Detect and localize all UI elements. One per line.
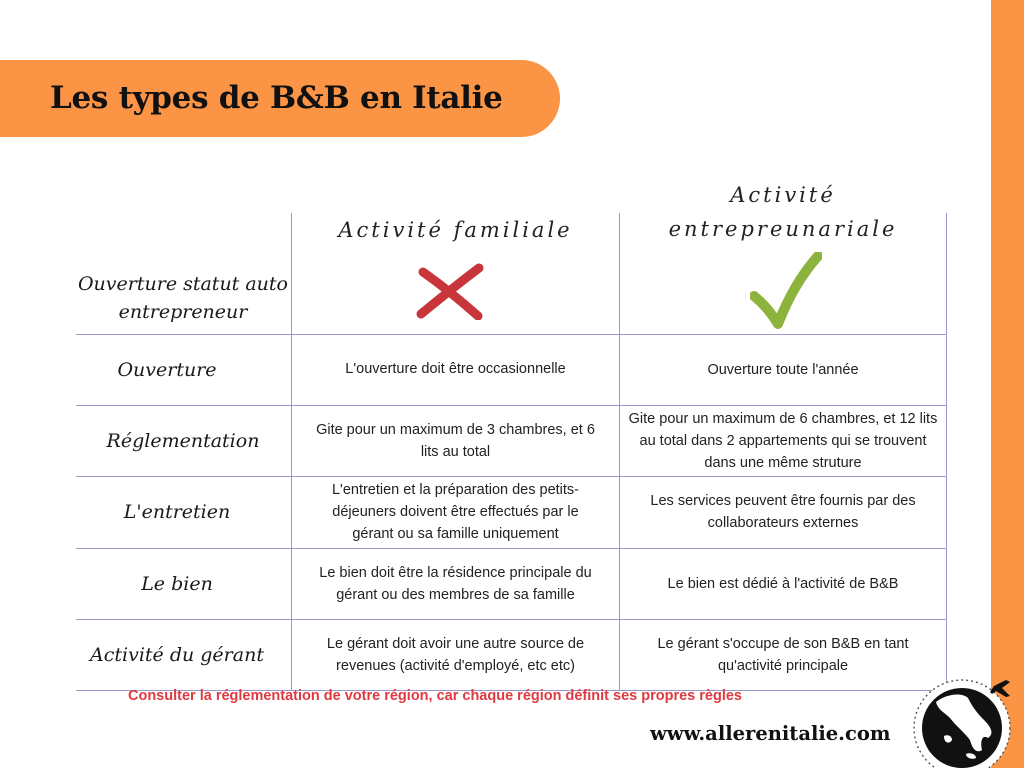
cell-text: Gite pour un maximum de 3 chambres, et 6 lits au total bbox=[316, 421, 595, 460]
row-label: Activité du gérant bbox=[90, 643, 264, 666]
cell-familiale bbox=[292, 334, 619, 405]
cell-text: L'ouverture doit être occasionnelle bbox=[345, 361, 566, 377]
cell-text: Ouverture toute l'année bbox=[707, 361, 859, 378]
cell-text: Le bien est dédié à l'activité de B&B bbox=[667, 575, 899, 592]
cell-entreprise bbox=[620, 334, 946, 405]
italy-globe-logo-icon bbox=[906, 672, 1018, 768]
right-accent-stripe bbox=[991, 0, 1024, 768]
cell-text: L'entretien et la préparation des petits-déjeuners doivent être effectués par le gérant ou sa famille uniquement bbox=[331, 482, 579, 542]
red-cross-icon bbox=[415, 262, 485, 320]
cell-entreprise bbox=[620, 405, 946, 476]
row-label: L'entretien bbox=[123, 501, 231, 523]
cell-familiale bbox=[292, 405, 619, 476]
website-link[interactable]: www.allerenitalie.com bbox=[650, 722, 891, 745]
cell-text: Le gérant doit avoir une autre source de revenues (activité d'employé, etc etc) bbox=[326, 635, 585, 674]
cell-familiale bbox=[292, 548, 619, 619]
row-label: Réglementation bbox=[106, 429, 260, 452]
cell-entreprise bbox=[620, 548, 946, 619]
row-label: Le bien bbox=[141, 572, 213, 595]
cell-text: Le gérant s'occupe de son B&B en tant qu'activité principale bbox=[657, 635, 909, 674]
cell-entreprise bbox=[620, 619, 946, 690]
cell-text: Le bien doit être la résidence principale du gérant ou des membres de sa famille bbox=[319, 564, 592, 603]
green-check-icon bbox=[750, 252, 822, 330]
page-title: Les types de B&B en Italie bbox=[50, 80, 503, 116]
regulation-notice: Consulter la réglementation de votre région, car chaque région définit ses propres règles bbox=[128, 688, 742, 704]
column-header-familiale: Activité familiale bbox=[338, 218, 573, 242]
cell-familiale bbox=[292, 476, 619, 548]
cell-text: Les services peuvent être fournis par des collaborateurs externes bbox=[650, 493, 916, 531]
cell-text: Gite pour un maximum de 6 chambres, et 12 lits au total dans 2 appartements qui se trouvent dans une même struture bbox=[628, 410, 938, 471]
cell-entreprise bbox=[620, 476, 946, 548]
column-header-entreprise: Activité entrepreunariale bbox=[668, 183, 898, 241]
row-label: Ouverture bbox=[117, 358, 217, 381]
row-label: Ouverture statut auto entrepreneur bbox=[77, 273, 288, 323]
cell-familiale bbox=[292, 619, 619, 690]
